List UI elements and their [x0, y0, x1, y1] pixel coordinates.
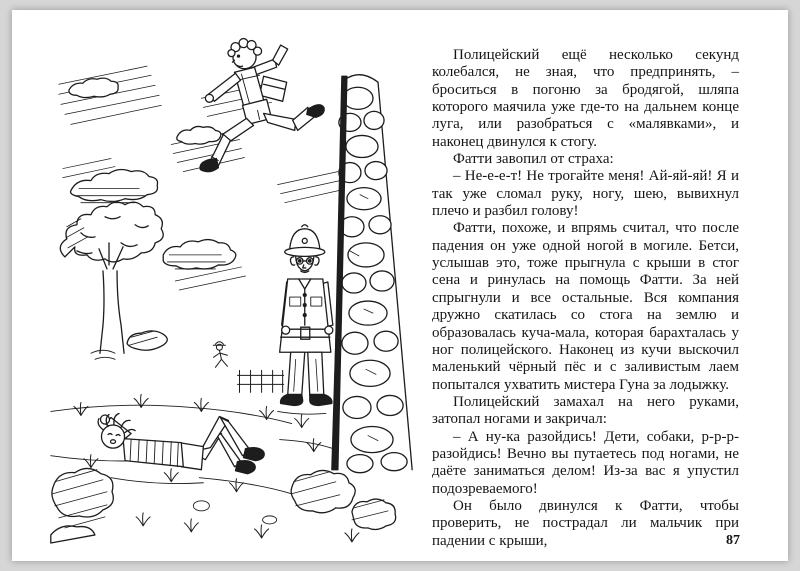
paragraph: Он было двинулся к Фатти, чтобы проверить, не пострадал ли мальчик при падении с крыши,	[432, 497, 739, 549]
paragraph: – Не-е-е-т! Не трогайте меня! Ай-яй-яй! Я и так уже сломал руку, ногу, шею, вывихнул плечо и разбил голову!	[432, 168, 739, 220]
distant-figure	[213, 342, 227, 368]
cloud	[177, 126, 221, 144]
paragraph: Фатти завопил от страха:	[453, 151, 614, 168]
book-page	[12, 10, 788, 561]
paragraph: Фатти, похоже, и впрямь считал, что после падения он уже одной ногой в могиле. Бетси, услышав это, тоже прыгнула с крыши в стог сена и ринулась на помощь Фатти. За ней спрыгнули и все остальные. Вся компания дружно скатилась со стога на землю и образовалась куча-мала, которая барахталась у ног полицейского. Наконец из кучи выскочил маленький чёрный пёс и с заливистым лаем попытался ухватить мистера Гуна за лодыжку.	[432, 220, 739, 393]
fence	[237, 370, 283, 392]
jumping-boy	[200, 39, 324, 172]
bush-right	[291, 470, 396, 529]
cloud	[163, 240, 236, 270]
paragraph: Полицейский ещё несколько секунд колебался, не зная, что предпринять, – броситься в погоню за бродягой, шляпа которого маячила уже где-то на дальнем конце луга, или разобраться с «малявками», и наконец двинулся к стогу.	[432, 47, 739, 150]
grass	[74, 394, 359, 542]
illustration-svg	[50, 18, 428, 551]
policeman	[280, 225, 333, 406]
bush-left	[51, 468, 114, 543]
cloud	[71, 169, 158, 202]
tree	[60, 202, 167, 359]
page-number: 87	[726, 533, 740, 548]
book-illustration	[50, 18, 428, 551]
paragraph: Полицейский замахал на него руками, затопал ногами и закричал:	[432, 393, 739, 428]
lying-boy	[98, 413, 264, 473]
paragraph: – А ну-ка разойдись! Дети, собаки, р-р-р-разойдись! Вечно вы путаетесь под ногами, не даёте заниматься делом! Из-за вас я упустил подозреваемого!	[432, 428, 739, 497]
paragraph-list	[432, 47, 739, 550]
